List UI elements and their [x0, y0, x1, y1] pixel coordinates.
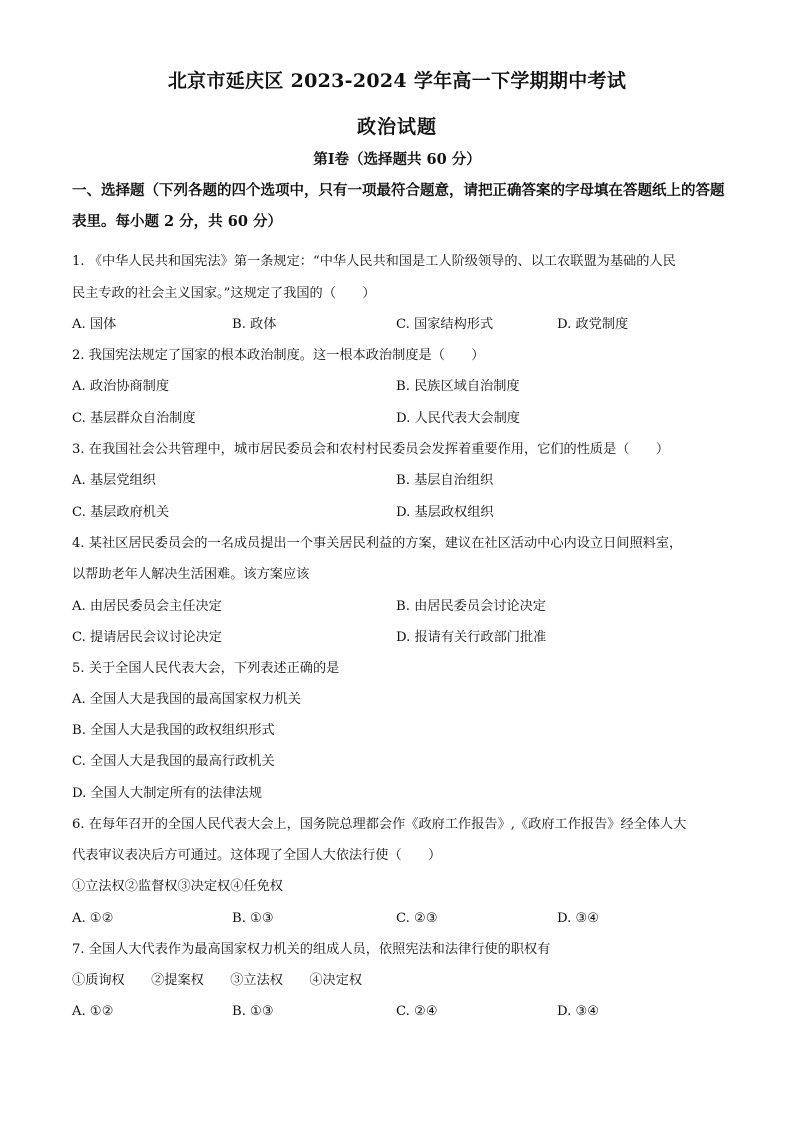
question-6-option-d[interactable]: D. ③④ — [557, 911, 600, 926]
question-2-line-1: 2. 我国宪法规定了国家的根本政治制度。这一根本政治制度是（ ） — [72, 348, 485, 363]
question-4-line-1: 4. 某社区居民委员会的一名成员提出一个事关居民利益的方案，建议在社区活动中心内设立日间照料室， — [72, 536, 683, 551]
question-5-option-a[interactable]: A. 全国人大是我国的最高国家权力机关 — [72, 692, 301, 707]
question-6-option-c[interactable]: C. ②③ — [396, 911, 438, 926]
question-4-option-b[interactable]: B. 由居民委员会讨论决定 — [396, 599, 546, 614]
question-5-option-c[interactable]: C. 全国人大是我国的最高行政机关 — [72, 754, 275, 769]
question-5-option-d[interactable]: D. 全国人大制定所有的法律法规 — [72, 786, 262, 801]
question-7-option-b[interactable]: B. ①③ — [232, 1004, 274, 1019]
part-title: 第Ⅰ卷（选择题共 60 分） — [313, 151, 481, 168]
section-instructions: 一、选择题（下列各题的四个选项中，只有一项最符合题意，请把正确答案的字母填在答题纸上的答题表里。每小题 2 分，共 60 分） — [72, 182, 725, 230]
question-1-option-c[interactable]: C. 国家结构形式 — [396, 317, 494, 332]
question-3-option-c[interactable]: C. 基层政府机关 — [72, 505, 170, 520]
question-4-option-a[interactable]: A. 由居民委员会主任决定 — [72, 599, 222, 614]
question-7-statements: ①质询权 ②提案权 ③立法权 ④决定权 — [72, 973, 363, 988]
question-2-option-c[interactable]: C. 基层群众自治制度 — [72, 411, 196, 426]
question-4-option-c[interactable]: C. 提请居民会议讨论决定 — [72, 630, 222, 645]
question-1-option-b[interactable]: B. 政体 — [232, 317, 277, 332]
question-5-option-b[interactable]: B. 全国人大是我国的政权组织形式 — [72, 723, 275, 738]
exam-title: 北京市延庆区 2023-2024 学年高一下学期期中考试 — [167, 70, 627, 92]
question-3-option-b[interactable]: B. 基层自治组织 — [396, 473, 494, 488]
question-1-line-1: 1. 《中华人民共和国宪法》第一条规定：“中华人民共和国是工人阶级领导的、以工农联盟为基础的人民 — [72, 254, 676, 269]
question-5-line-1: 5. 关于全国人民代表大会，下列表述正确的是 — [72, 661, 340, 676]
question-6-line-2: 代表审议表决后方可通过。这体现了全国人大依法行使（ ） — [72, 848, 442, 863]
question-7-line-1: 7. 全国人大代表作为最高国家权力机关的组成人员，依照宪法和法律行使的职权有 — [72, 942, 551, 957]
question-6-option-a[interactable]: A. ①② — [72, 911, 114, 926]
question-1-option-a[interactable]: A. 国体 — [72, 317, 117, 332]
question-6-option-b[interactable]: B. ①③ — [232, 911, 274, 926]
question-2-option-d[interactable]: D. 人民代表大会制度 — [396, 411, 520, 426]
question-6-statements: ①立法权②监督权③决定权④任免权 — [72, 879, 283, 894]
subject-title: 政治试题 — [356, 116, 437, 138]
question-7-option-a[interactable]: A. ①② — [72, 1004, 114, 1019]
question-1-line-2: 民主专政的社会主义国家。”这规定了我国的（ ） — [72, 286, 376, 301]
question-2-option-b[interactable]: B. 民族区域自治制度 — [396, 379, 520, 394]
question-4-option-d[interactable]: D. 报请有关行政部门批准 — [396, 630, 547, 645]
question-6-line-1: 6. 在每年召开的全国人民代表大会上，国务院总理都会作《政府工作报告》,《政府工作报告》经全体人大 — [72, 817, 687, 832]
question-3-option-a[interactable]: A. 基层党组织 — [72, 473, 156, 488]
question-4-line-2: 以帮助老年人解决生活困难。该方案应该 — [72, 567, 310, 582]
question-1-option-d[interactable]: D. 政党制度 — [557, 317, 629, 332]
question-2-option-a[interactable]: A. 政治协商制度 — [72, 379, 170, 394]
question-3-line-1: 3. 在我国社会公共管理中，城市居民委员会和农村村民委员会发挥着重要作用，它们的性质是（ ） — [72, 442, 670, 457]
question-3-option-d[interactable]: D. 基层政权组织 — [396, 505, 494, 520]
question-7-option-d[interactable]: D. ③④ — [557, 1004, 600, 1019]
question-7-option-c[interactable]: C. ②④ — [396, 1004, 438, 1019]
